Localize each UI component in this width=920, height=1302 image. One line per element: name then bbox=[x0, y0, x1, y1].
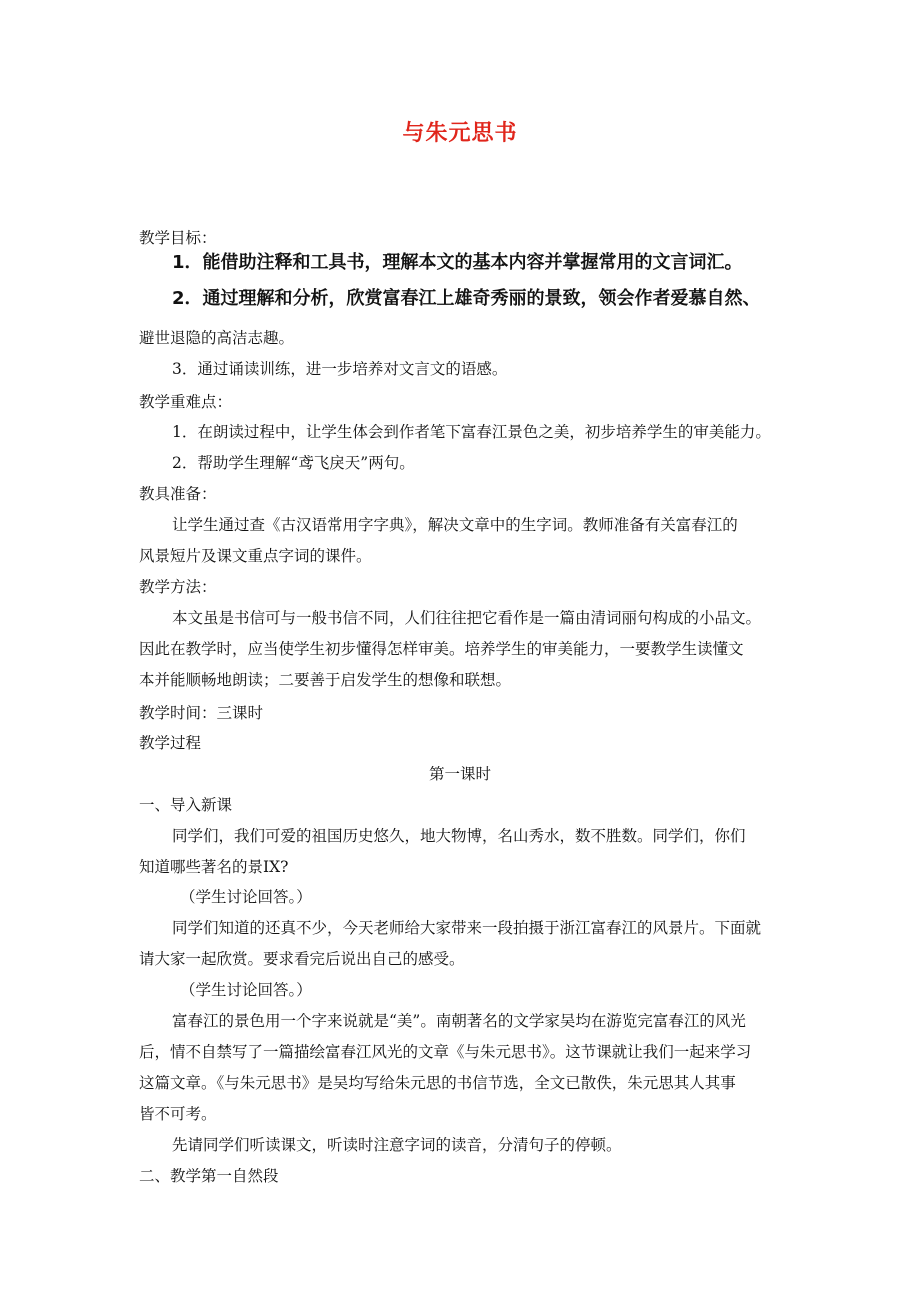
intro-text-2: 知道哪些著名的景IX? bbox=[139, 858, 289, 876]
objective-3: 3．通过诵读训练，进一步培养对文言文的语感。 bbox=[172, 360, 508, 378]
video-text-2: 请大家一起欣赏。要求看完后说出自己的感受。 bbox=[139, 950, 465, 968]
background-text-3: 这篇文章。《与朱元思书》是吴均写给朱元思的书信节选，全文已散佚，朱元思其人其事 bbox=[139, 1074, 736, 1092]
objective-2-cont: 避世退隐的高洁志趣。 bbox=[139, 329, 295, 347]
objective-1: 1．能借助注释和工具书，理解本文的基本内容并掌握常用的文言词汇。 bbox=[172, 252, 743, 273]
background-text-4: 皆不可考。 bbox=[139, 1105, 217, 1123]
lesson-one-heading: 第一课时 bbox=[428, 765, 491, 783]
document-title: 与朱元思书 bbox=[402, 121, 518, 146]
heading-objectives: 教学目标： bbox=[139, 229, 217, 247]
listening-instruction: 先请同学们听读课文，听读时注意字词的读音，分清句子的停顿。 bbox=[172, 1136, 622, 1154]
student-discussion-1: （学生讨论回答。） bbox=[180, 888, 312, 906]
teaching-time: 教学时间：三课时 bbox=[139, 704, 264, 722]
methods-text-1: 本文虽是书信可与一般书信不同，人们往往把它看作是一篇由清词丽句构成的小品文。 bbox=[172, 609, 762, 627]
key-point-1: 1．在朗读过程中，让学生体会到作者笔下富春江景色之美，初步培养学生的审美能力。 bbox=[172, 423, 771, 441]
heading-key-points: 教学重难点： bbox=[139, 393, 233, 411]
intro-text-1: 同学们，我们可爱的祖国历史悠久，地大物博，名山秀水，数不胜数。同学们，你们 bbox=[172, 827, 746, 845]
student-discussion-2: （学生讨论回答。） bbox=[180, 981, 312, 999]
methods-text-3: 本并能顺畅地朗读；二要善于启发学生的想像和联想。 bbox=[139, 671, 512, 689]
heading-process: 教学过程 bbox=[139, 734, 202, 752]
heading-materials: 教具准备： bbox=[139, 485, 217, 503]
background-text-2: 后，情不自禁写了一篇描绘富春江风光的文章《与朱元思书》。这节课就让我们一起来学习 bbox=[139, 1043, 752, 1061]
background-text-1: 富春江的景色用一个字来说就是“美”。南朝著名的文学家吴均在游览完富春江的风光 bbox=[172, 1012, 746, 1030]
video-text-1: 同学们知道的还真不少，今天老师给大家带来一段拍摄于浙江富春江的风景片。下面就 bbox=[172, 919, 762, 937]
section-two-heading: 二、教学第一自然段 bbox=[139, 1167, 279, 1185]
objective-2: 2．通过理解和分析，欣赏富春江上雄奇秀丽的景致，领会作者爱慕自然、 bbox=[172, 288, 761, 309]
key-point-2: 2．帮助学生理解“鸢飞戾天”两句。 bbox=[172, 454, 415, 472]
methods-text-2: 因此在教学时，应当使学生初步懂得怎样审美。培养学生的审美能力，一要教学生读懂文 bbox=[139, 640, 744, 658]
materials-text-2: 风景短片及课文重点字词的课件。 bbox=[139, 547, 372, 565]
materials-text-1: 让学生通过查《古汉语常用字字典》，解决文章中的生字词。教师准备有关富春江的 bbox=[172, 516, 738, 534]
heading-methods: 教学方法： bbox=[139, 578, 217, 596]
section-intro-heading: 一、导入新课 bbox=[139, 796, 233, 814]
